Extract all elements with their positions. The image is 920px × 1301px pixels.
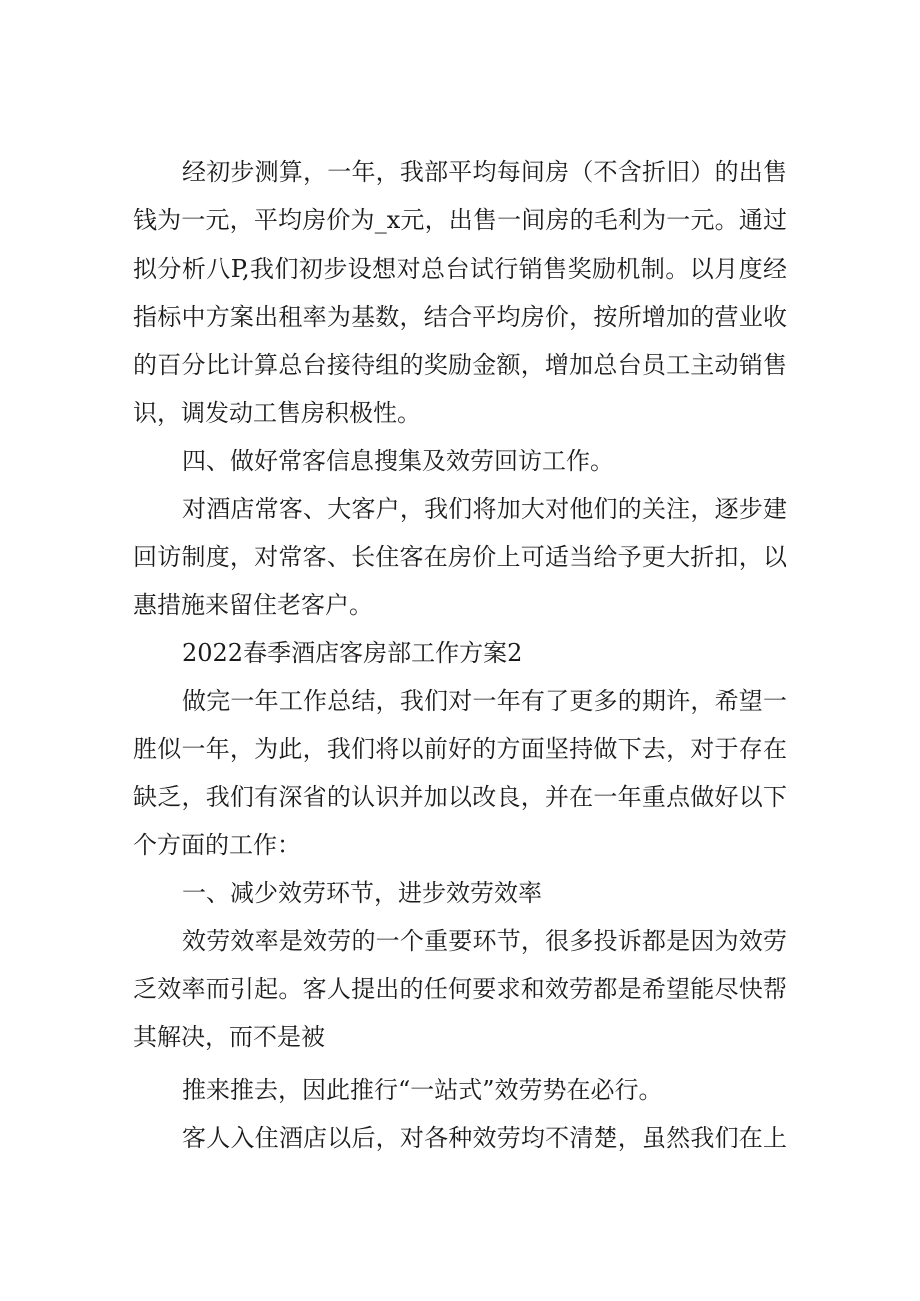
paragraph-line: 做完一年工作总结，我们对一年有了更多的期许，希望一 (182, 687, 787, 715)
paragraph-line: 乏效率而引起。客人提出的任何要求和效劳都是希望能尽快帮 (133, 975, 787, 1003)
paragraph-line: 效劳效率是效劳的一个重要环节，很多投诉都是因为效劳 (182, 927, 787, 955)
paragraph-line: 胜似一年，为此，我们将以前好的方面坚持做下去，对于存在 (133, 735, 787, 763)
paragraph-line: 拟分析八P,我们初步设想对总台试行销售奖励机制。以月度经 (133, 255, 787, 283)
paragraph-line: 指标中方案出租率为基数，结合平均房价，按所增加的营业收 (133, 303, 787, 331)
paragraph-line: 钱为一元，平均房价为_x元，出售一间房的毛利为一元。通过 (133, 206, 787, 234)
paragraph-line: 缺乏，我们有深省的认识并加以改良，并在一年重点做好以下 (133, 783, 787, 811)
document-subtitle: 2022春季酒店客房部工作方案2 (182, 639, 523, 667)
paragraph-line: 个方面的工作： (133, 831, 301, 859)
paragraph-line: 的百分比计算总台接待组的奖励金额，增加总台员工主动销售 (133, 351, 787, 379)
section-heading: 一、减少效劳环节，进步效劳效率 (182, 879, 542, 907)
paragraph-line: 推来推去，因此推行“一站式”效劳势在必行。 (182, 1076, 663, 1104)
paragraph-line: 对酒店常客、大客户，我们将加大对他们的关注，逐步建 (182, 495, 787, 523)
paragraph-line: 客人入住酒店以后，对各种效劳均不清楚，虽然我们在上 (182, 1124, 787, 1152)
paragraph-line: 回访制度，对常客、长住客在房价上可适当给予更大折扣，以 (133, 543, 787, 571)
paragraph-line: 识，调发动工售房积极性。 (133, 399, 421, 427)
section-heading: 四、做好常客信息搜集及效劳回访工作。 (182, 447, 614, 475)
paragraph-line: 其解决，而不是被 (133, 1023, 325, 1051)
paragraph-line: 经初步测算，一年，我部平均每间房（不含折旧）的出售 (182, 158, 787, 186)
paragraph-line: 惠措施来留住老客户。 (133, 591, 373, 619)
